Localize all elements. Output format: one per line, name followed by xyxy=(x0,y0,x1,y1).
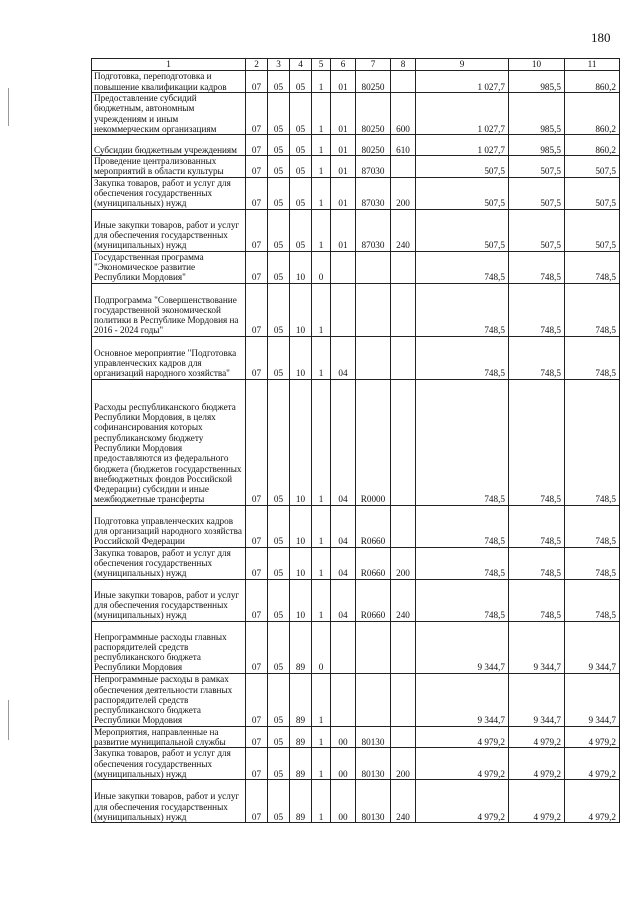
cell-col-2: 07 xyxy=(246,177,268,209)
cell-col-4: 89 xyxy=(290,748,312,780)
cell-col-8 xyxy=(391,251,416,283)
cell-col-2: 07 xyxy=(246,379,268,505)
cell-col-7: 80250 xyxy=(356,93,391,135)
cell-col-5: 1 xyxy=(312,505,331,547)
cell-col-10: 748,5 xyxy=(509,251,565,283)
row-name-cell: Подготовка управленческих кадров для организаций народного хозяйства Российской Федерации xyxy=(92,505,246,547)
row-name-cell: Иные закупки товаров, работ и услуг для обеспечения государственных (муниципальных) нужд xyxy=(92,209,246,251)
cell-col-6: 00 xyxy=(331,748,356,780)
cell-col-10: 507,5 xyxy=(509,156,565,178)
cell-col-11: 748,5 xyxy=(565,379,620,505)
cell-col-2: 07 xyxy=(246,780,268,823)
table-row xyxy=(92,748,620,780)
cell-col-5: 1 xyxy=(312,336,331,379)
cell-col-7 xyxy=(356,251,391,283)
column-header-5: 5 xyxy=(312,59,331,71)
cell-col-11: 9 344,7 xyxy=(565,673,620,726)
cell-col-8 xyxy=(391,336,416,379)
cell-col-9: 748,5 xyxy=(416,547,509,579)
cell-col-4: 10 xyxy=(290,579,312,621)
cell-col-9: 9 344,7 xyxy=(416,621,509,673)
column-header-4: 4 xyxy=(290,59,312,71)
cell-col-8 xyxy=(391,71,416,93)
cell-col-7: 80250 xyxy=(356,71,391,93)
cell-col-8: 240 xyxy=(391,579,416,621)
cell-col-7: R0000 xyxy=(356,379,391,505)
table-row xyxy=(92,156,620,178)
cell-col-2: 07 xyxy=(246,156,268,178)
cell-col-3: 05 xyxy=(268,251,290,283)
cell-col-9: 748,5 xyxy=(416,336,509,379)
table-row xyxy=(92,135,620,156)
cell-col-11: 9 344,7 xyxy=(565,621,620,673)
cell-col-3: 05 xyxy=(268,621,290,673)
cell-col-4: 89 xyxy=(290,673,312,726)
cell-col-4: 89 xyxy=(290,621,312,673)
cell-col-10: 748,5 xyxy=(509,336,565,379)
cell-col-9: 748,5 xyxy=(416,379,509,505)
cell-col-6: 04 xyxy=(331,336,356,379)
cell-col-2: 07 xyxy=(246,748,268,780)
cell-col-10: 748,5 xyxy=(509,547,565,579)
cell-col-3: 05 xyxy=(268,505,290,547)
column-header-1: 1 xyxy=(92,59,246,71)
cell-col-11: 748,5 xyxy=(565,579,620,621)
cell-col-10: 9 344,7 xyxy=(509,673,565,726)
cell-col-3: 05 xyxy=(268,673,290,726)
cell-col-5: 1 xyxy=(312,135,331,156)
cell-col-3: 05 xyxy=(268,283,290,336)
cell-col-8 xyxy=(391,726,416,748)
cell-col-4: 10 xyxy=(290,251,312,283)
cell-col-7: 80250 xyxy=(356,135,391,156)
cell-col-4: 05 xyxy=(290,156,312,178)
cell-col-4: 05 xyxy=(290,135,312,156)
cell-col-10: 507,5 xyxy=(509,177,565,209)
cell-col-9: 748,5 xyxy=(416,505,509,547)
row-name-cell: Иные закупки товаров, работ и услуг для обеспечения государственных (муниципальных) нужд xyxy=(92,780,246,823)
cell-col-2: 07 xyxy=(246,547,268,579)
row-name-cell: Мероприятия, направленные на развитие муниципальной службы xyxy=(92,726,246,748)
cell-col-7: 87030 xyxy=(356,177,391,209)
page-number: 180 xyxy=(591,30,611,45)
cell-col-6 xyxy=(331,283,356,336)
column-header-6: 6 xyxy=(331,59,356,71)
cell-col-11: 748,5 xyxy=(565,251,620,283)
cell-col-10: 985,5 xyxy=(509,71,565,93)
cell-col-11: 748,5 xyxy=(565,547,620,579)
column-header-11: 11 xyxy=(565,59,620,71)
cell-col-9: 1 027,7 xyxy=(416,93,509,135)
cell-col-7: R0660 xyxy=(356,547,391,579)
cell-col-7: 80130 xyxy=(356,780,391,823)
table-row xyxy=(92,209,620,251)
cell-col-5: 1 xyxy=(312,547,331,579)
cell-col-4: 05 xyxy=(290,93,312,135)
scan-artifact xyxy=(8,88,9,126)
cell-col-10: 985,5 xyxy=(509,93,565,135)
cell-col-5: 1 xyxy=(312,156,331,178)
cell-col-4: 89 xyxy=(290,780,312,823)
cell-col-10: 4 979,2 xyxy=(509,726,565,748)
cell-col-9: 748,5 xyxy=(416,251,509,283)
cell-col-6 xyxy=(331,673,356,726)
column-header-2: 2 xyxy=(246,59,268,71)
cell-col-5: 1 xyxy=(312,283,331,336)
cell-col-8 xyxy=(391,621,416,673)
row-name-cell: Иные закупки товаров, работ и услуг для обеспечения государственных (муниципальных) нужд xyxy=(92,579,246,621)
table-row xyxy=(92,93,620,135)
cell-col-5: 1 xyxy=(312,209,331,251)
row-name-cell: Закупка товаров, работ и услуг для обеспечения государственных (муниципальных) нужд xyxy=(92,547,246,579)
cell-col-7 xyxy=(356,336,391,379)
table-row xyxy=(92,379,620,505)
cell-col-6: 01 xyxy=(331,209,356,251)
table-row xyxy=(92,71,620,93)
cell-col-8 xyxy=(391,505,416,547)
cell-col-11: 748,5 xyxy=(565,505,620,547)
cell-col-11: 4 979,2 xyxy=(565,780,620,823)
table-row xyxy=(92,547,620,579)
cell-col-4: 10 xyxy=(290,283,312,336)
cell-col-2: 07 xyxy=(246,505,268,547)
table-row xyxy=(92,673,620,726)
cell-col-4: 10 xyxy=(290,336,312,379)
cell-col-9: 1 027,7 xyxy=(416,135,509,156)
cell-col-11: 507,5 xyxy=(565,177,620,209)
cell-col-11: 4 979,2 xyxy=(565,748,620,780)
cell-col-3: 05 xyxy=(268,748,290,780)
cell-col-5: 1 xyxy=(312,748,331,780)
cell-col-5: 1 xyxy=(312,726,331,748)
cell-col-3: 05 xyxy=(268,379,290,505)
cell-col-7: 87030 xyxy=(356,209,391,251)
cell-col-8: 200 xyxy=(391,177,416,209)
cell-col-9: 4 979,2 xyxy=(416,726,509,748)
cell-col-7: R0660 xyxy=(356,505,391,547)
cell-col-7 xyxy=(356,673,391,726)
cell-col-6: 04 xyxy=(331,505,356,547)
cell-col-9: 507,5 xyxy=(416,156,509,178)
cell-col-3: 05 xyxy=(268,177,290,209)
cell-col-6: 00 xyxy=(331,726,356,748)
cell-col-4: 89 xyxy=(290,726,312,748)
cell-col-2: 07 xyxy=(246,336,268,379)
row-name-cell: Основное мероприятие "Подготовка управленческих кадров для организаций народного хозяйства" xyxy=(92,336,246,379)
cell-col-5: 1 xyxy=(312,673,331,726)
cell-col-10: 748,5 xyxy=(509,283,565,336)
cell-col-3: 05 xyxy=(268,71,290,93)
cell-col-3: 05 xyxy=(268,726,290,748)
cell-col-10: 748,5 xyxy=(509,379,565,505)
table-row xyxy=(92,177,620,209)
cell-col-7: 87030 xyxy=(356,156,391,178)
cell-col-10: 985,5 xyxy=(509,135,565,156)
column-header-3: 3 xyxy=(268,59,290,71)
column-header-10: 10 xyxy=(509,59,565,71)
cell-col-9: 748,5 xyxy=(416,283,509,336)
cell-col-3: 05 xyxy=(268,209,290,251)
row-name-cell: Закупка товаров, работ и услуг для обеспечения государственных (муниципальных) нужд xyxy=(92,177,246,209)
cell-col-2: 07 xyxy=(246,135,268,156)
cell-col-2: 07 xyxy=(246,71,268,93)
row-name-cell: Расходы республиканского бюджета Республики Мордовия, в целях софинансирования которых республиканскому бюджету Республики Мордовия предоставляются из федерального бюджета (бюджетов государственных внебюджетных фондов Российской Федерации) субсидии и иные межбюджетные трансферты xyxy=(92,379,246,505)
cell-col-8 xyxy=(391,156,416,178)
table-row xyxy=(92,283,620,336)
cell-col-9: 507,5 xyxy=(416,209,509,251)
row-name-cell: Закупка товаров, работ и услуг для обеспечения государственных (муниципальных) нужд xyxy=(92,748,246,780)
cell-col-6 xyxy=(331,621,356,673)
table-row xyxy=(92,726,620,748)
cell-col-9: 1 027,7 xyxy=(416,71,509,93)
cell-col-4: 10 xyxy=(290,379,312,505)
cell-col-7: R0660 xyxy=(356,579,391,621)
cell-col-5: 1 xyxy=(312,579,331,621)
cell-col-7: 80130 xyxy=(356,748,391,780)
cell-col-4: 05 xyxy=(290,209,312,251)
cell-col-4: 10 xyxy=(290,505,312,547)
cell-col-8 xyxy=(391,673,416,726)
cell-col-11: 860,2 xyxy=(565,93,620,135)
cell-col-6: 01 xyxy=(331,71,356,93)
row-name-cell: Проведение централизованных мероприятий в области культуры xyxy=(92,156,246,178)
cell-col-8 xyxy=(391,283,416,336)
scan-artifact xyxy=(8,700,9,740)
cell-col-2: 07 xyxy=(246,251,268,283)
cell-col-2: 07 xyxy=(246,579,268,621)
cell-col-11: 507,5 xyxy=(565,156,620,178)
cell-col-4: 05 xyxy=(290,71,312,93)
cell-col-11: 860,2 xyxy=(565,71,620,93)
cell-col-6: 01 xyxy=(331,156,356,178)
table-row xyxy=(92,505,620,547)
cell-col-4: 10 xyxy=(290,547,312,579)
cell-col-2: 07 xyxy=(246,726,268,748)
cell-col-4: 05 xyxy=(290,177,312,209)
cell-col-6: 01 xyxy=(331,177,356,209)
cell-col-3: 05 xyxy=(268,579,290,621)
cell-col-8 xyxy=(391,379,416,505)
column-header-9: 9 xyxy=(416,59,509,71)
cell-col-6 xyxy=(331,251,356,283)
cell-col-8: 600 xyxy=(391,93,416,135)
table-row xyxy=(92,621,620,673)
cell-col-2: 07 xyxy=(246,209,268,251)
cell-col-7: 80130 xyxy=(356,726,391,748)
cell-col-11: 4 979,2 xyxy=(565,726,620,748)
cell-col-10: 4 979,2 xyxy=(509,748,565,780)
cell-col-6: 04 xyxy=(331,547,356,579)
cell-col-6: 04 xyxy=(331,379,356,505)
cell-col-11: 748,5 xyxy=(565,336,620,379)
row-name-cell: Подпрограмма "Совершенствование государственной экономической политики в Республике Мордовия на 2016 - 2024 годы" xyxy=(92,283,246,336)
cell-col-2: 07 xyxy=(246,93,268,135)
cell-col-10: 507,5 xyxy=(509,209,565,251)
row-name-cell: Субсидии бюджетным учреждениям xyxy=(92,135,246,156)
cell-col-7 xyxy=(356,621,391,673)
cell-col-10: 748,5 xyxy=(509,579,565,621)
cell-col-3: 05 xyxy=(268,336,290,379)
cell-col-11: 507,5 xyxy=(565,209,620,251)
cell-col-3: 05 xyxy=(268,780,290,823)
cell-col-5: 1 xyxy=(312,177,331,209)
cell-col-5: 1 xyxy=(312,780,331,823)
cell-col-2: 07 xyxy=(246,283,268,336)
cell-col-9: 4 979,2 xyxy=(416,748,509,780)
cell-col-6: 01 xyxy=(331,135,356,156)
cell-col-2: 07 xyxy=(246,673,268,726)
cell-col-11: 860,2 xyxy=(565,135,620,156)
cell-col-5: 0 xyxy=(312,621,331,673)
cell-col-5: 1 xyxy=(312,93,331,135)
cell-col-8: 200 xyxy=(391,748,416,780)
cell-col-8: 240 xyxy=(391,209,416,251)
cell-col-5: 0 xyxy=(312,251,331,283)
cell-col-2: 07 xyxy=(246,621,268,673)
table-row xyxy=(92,579,620,621)
row-name-cell: Подготовка, переподготовка и повышение квалификации кадров xyxy=(92,71,246,93)
cell-col-10: 4 979,2 xyxy=(509,780,565,823)
cell-col-3: 05 xyxy=(268,93,290,135)
budget-table xyxy=(91,58,620,823)
cell-col-5: 1 xyxy=(312,379,331,505)
cell-col-9: 4 979,2 xyxy=(416,780,509,823)
cell-col-10: 9 344,7 xyxy=(509,621,565,673)
cell-col-5: 1 xyxy=(312,71,331,93)
cell-col-11: 748,5 xyxy=(565,283,620,336)
header-row xyxy=(92,59,620,71)
table-row xyxy=(92,251,620,283)
cell-col-9: 748,5 xyxy=(416,579,509,621)
cell-col-9: 9 344,7 xyxy=(416,673,509,726)
table-body xyxy=(92,71,620,823)
row-name-cell: Непрограммные расходы в рамках обеспечения деятельности главных распорядителей средств республиканского бюджета Республики Мордовия xyxy=(92,673,246,726)
table-row xyxy=(92,780,620,823)
cell-col-3: 05 xyxy=(268,156,290,178)
cell-col-10: 748,5 xyxy=(509,505,565,547)
row-name-cell: Непрограммные расходы главных распорядителей средств республиканского бюджета Республики Мордовия xyxy=(92,621,246,673)
column-header-7: 7 xyxy=(356,59,391,71)
table-row xyxy=(92,336,620,379)
cell-col-3: 05 xyxy=(268,547,290,579)
cell-col-8: 200 xyxy=(391,547,416,579)
row-name-cell: Государственная программа "Экономическое развитие Республики Мордовия" xyxy=(92,251,246,283)
row-name-cell: Предоставление субсидий бюджетным, автономным учреждениям и иным некоммерческим организациям xyxy=(92,93,246,135)
cell-col-8: 240 xyxy=(391,780,416,823)
cell-col-6: 01 xyxy=(331,93,356,135)
column-header-8: 8 xyxy=(391,59,416,71)
cell-col-3: 05 xyxy=(268,135,290,156)
cell-col-6: 04 xyxy=(331,579,356,621)
cell-col-6: 00 xyxy=(331,780,356,823)
cell-col-9: 507,5 xyxy=(416,177,509,209)
cell-col-7 xyxy=(356,283,391,336)
cell-col-8: 610 xyxy=(391,135,416,156)
